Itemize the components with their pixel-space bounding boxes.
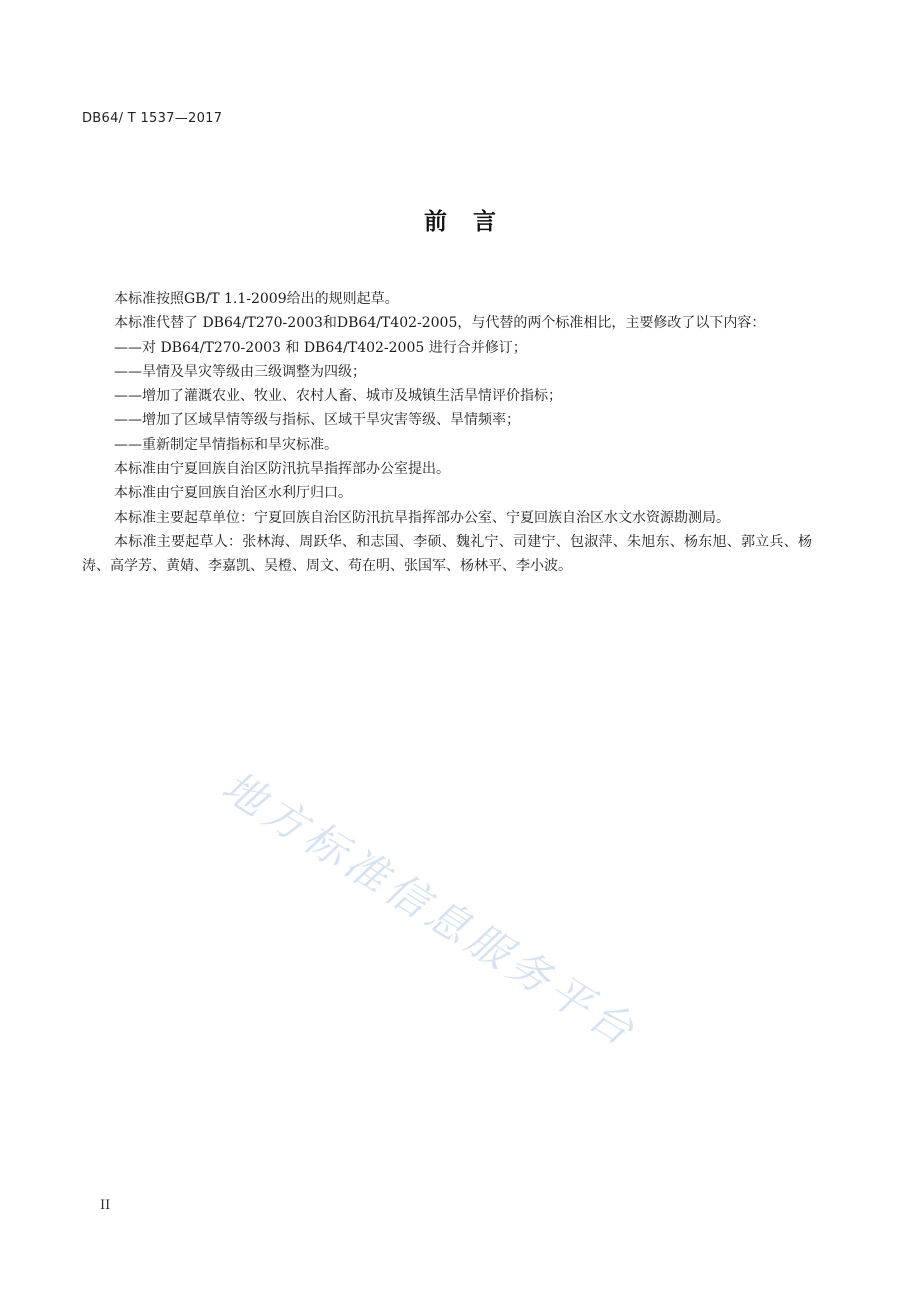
paragraph-drafters: 本标准主要起草人：张林海、周跃华、和志国、李硕、魏礼宁、司建宁、包淑萍、朱旭东、杨东旭、郭立兵、杨涛、高学芳、黄婧、李嘉凯、吴橙、周文、苟在明、张国军、杨林平、李小波。: [82, 533, 812, 575]
page-title: 前言: [424, 209, 522, 235]
list-item-indicators: ——增加了灌溉农业、牧业、农村人畜、城市及城镇生活旱情评价指标；: [114, 388, 562, 405]
paragraph-proposer: 本标准由宁夏回族自治区防汛抗旱指挥部办公室提出。: [114, 461, 450, 478]
paragraph-drafting-rules: 本标准按照GB/T 1.1-2009给出的规则起草。: [114, 291, 399, 307]
list-item-reformulate: ——重新制定旱情指标和旱灾标准。: [114, 436, 338, 453]
watermark: 地方标准信息服务平台: [213, 761, 647, 1058]
paragraph-drafting-units: 本标准主要起草单位：宁夏回族自治区防汛抗旱指挥部办公室、宁夏回族自治区水文水资源勘测局。: [114, 509, 730, 526]
standard-code: DB64/ T 1537—2017: [82, 111, 223, 126]
foreword-body: [82, 287, 812, 579]
page-number: II: [100, 1198, 111, 1213]
list-item-regional: ——增加了区域旱情等级与指标、区域干旱灾害等级、旱情频率；: [114, 412, 520, 429]
list-item-merge: ——对 DB64/T270-2003 和 DB64/T402-2005 进行合并修订；: [114, 339, 527, 356]
list-item-levels: ——旱情及旱灾等级由三级调整为四级；: [114, 363, 366, 380]
paragraph-replacement: 本标准代替了 DB64/T270-2003和DB64/T402-2005，与代替的两个标准相比，主要修改了以下内容：: [114, 315, 766, 332]
paragraph-administrator: 本标准由宁夏回族自治区水利厅归口。: [114, 485, 352, 502]
